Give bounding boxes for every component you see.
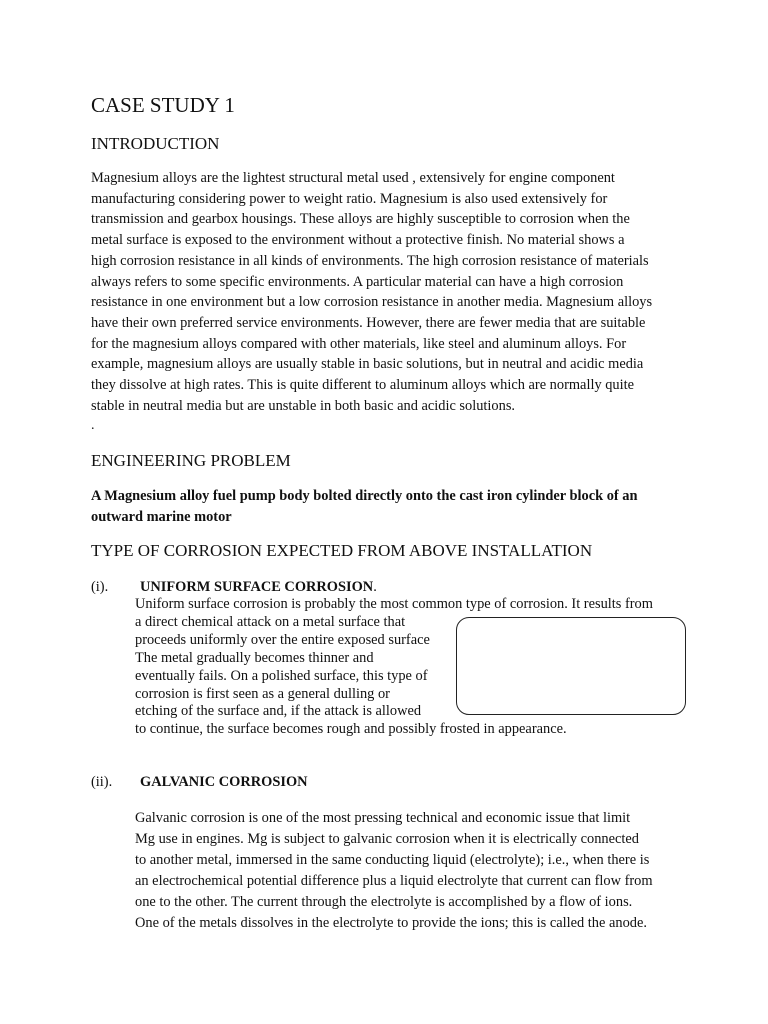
list-number: (i). — [91, 579, 109, 595]
page-title: CASE STUDY 1 — [91, 93, 235, 117]
text-line: to continue, the surface becomes rough and possibly frosted in appearance. — [135, 721, 567, 738]
text-line: Galvanic corrosion is one of the most pressing technical and economic issue that limit — [135, 810, 631, 826]
text-line: metal surface is exposed to the environment without a protective finish. No material shows a — [91, 232, 625, 249]
image-placeholder-box — [456, 617, 686, 715]
text-line: stable in neutral media but are unstable in both basic and acidic solutions. — [91, 397, 516, 414]
text-line: manufacturing considering power to weight ratio. Magnesium is also used extensively for — [91, 190, 608, 207]
text-line: to another metal, immersed in the same conducting liquid (electrolyte); i.e., when there is — [135, 851, 650, 868]
text-line: resistance in one environment but a low corrosion resistance in another media. Magnesium alloys — [91, 294, 653, 311]
text-line: etching of the surface and, if the attack is allowed — [135, 703, 422, 720]
text-line: have their own preferred service environments. However, there are fewer media that are suitable — [91, 314, 646, 331]
corrosion-types-heading: TYPE OF CORROSION EXPECTED FROM ABOVE INSTALLATION — [91, 541, 593, 560]
introduction-paragraph — [91, 168, 691, 416]
text-line: outward marine motor — [91, 509, 232, 525]
text-line: The metal gradually becomes thinner and — [135, 649, 374, 666]
engineering-problem-heading: ENGINEERING PROBLEM — [91, 451, 291, 470]
text-line: one to the other. The current through the electrolyte is accomplished by a flow of ions. — [135, 893, 633, 910]
heading-period: . — [373, 579, 377, 595]
text-line: corrosion is first seen as a general dulling or — [135, 685, 390, 702]
text-line: for the magnesium alloys compared with other materials, like steel and aluminum alloys. For — [91, 335, 627, 352]
uniform-corrosion-heading — [140, 578, 377, 596]
galvanic-corrosion-paragraph — [135, 808, 695, 933]
text-line: a direct chemical attack on a metal surface that — [135, 613, 406, 630]
text-line: high corrosion resistance in all kinds of environments. The high corrosion resistance of materials — [91, 252, 649, 269]
text-line: A Magnesium alloy fuel pump body bolted directly onto the cast iron cylinder block of an — [91, 488, 638, 504]
text-line: example, magnesium alloys are usually stable in basic solutions, but in neutral and acidic media — [91, 356, 644, 373]
galvanic-corrosion-heading: GALVANIC CORROSION — [140, 774, 308, 790]
text-line: Magnesium alloys are the lightest structural metal used , extensively for engine component — [91, 170, 615, 186]
text-line: One of the metals dissolves in the electrolyte to provide the ions; this is called the anode. — [135, 914, 647, 931]
introduction-heading: INTRODUCTION — [91, 134, 220, 153]
text-line: an electrochemical potential difference plus a liquid electrolyte that current can flow from — [135, 872, 653, 889]
text-line: transmission and gearbox housings. These alloys are highly susceptible to corrosion when the — [91, 211, 630, 228]
text-line: they dissolve at high rates. This is quite different to aluminum alloys which are normally quite — [91, 377, 635, 394]
text-line: Uniform surface corrosion is probably the most common type of corrosion. It results from — [135, 596, 653, 612]
text-line: Mg use in engines. Mg is subject to galvanic corrosion when it is electrically connected — [135, 830, 639, 847]
list-number: (ii). — [91, 774, 113, 790]
text-line: proceeds uniformly over the entire exposed surface — [135, 631, 430, 648]
trailing-dot: . — [91, 418, 95, 433]
text-line: always refers to some specific environments. A particular material can have a high corrosion — [91, 273, 624, 290]
uniform-corrosion-heading-text: UNIFORM SURFACE CORROSION — [140, 579, 374, 595]
text-line: eventually fails. On a polished surface, this type of — [135, 667, 428, 684]
engineering-problem-statement — [91, 486, 691, 528]
